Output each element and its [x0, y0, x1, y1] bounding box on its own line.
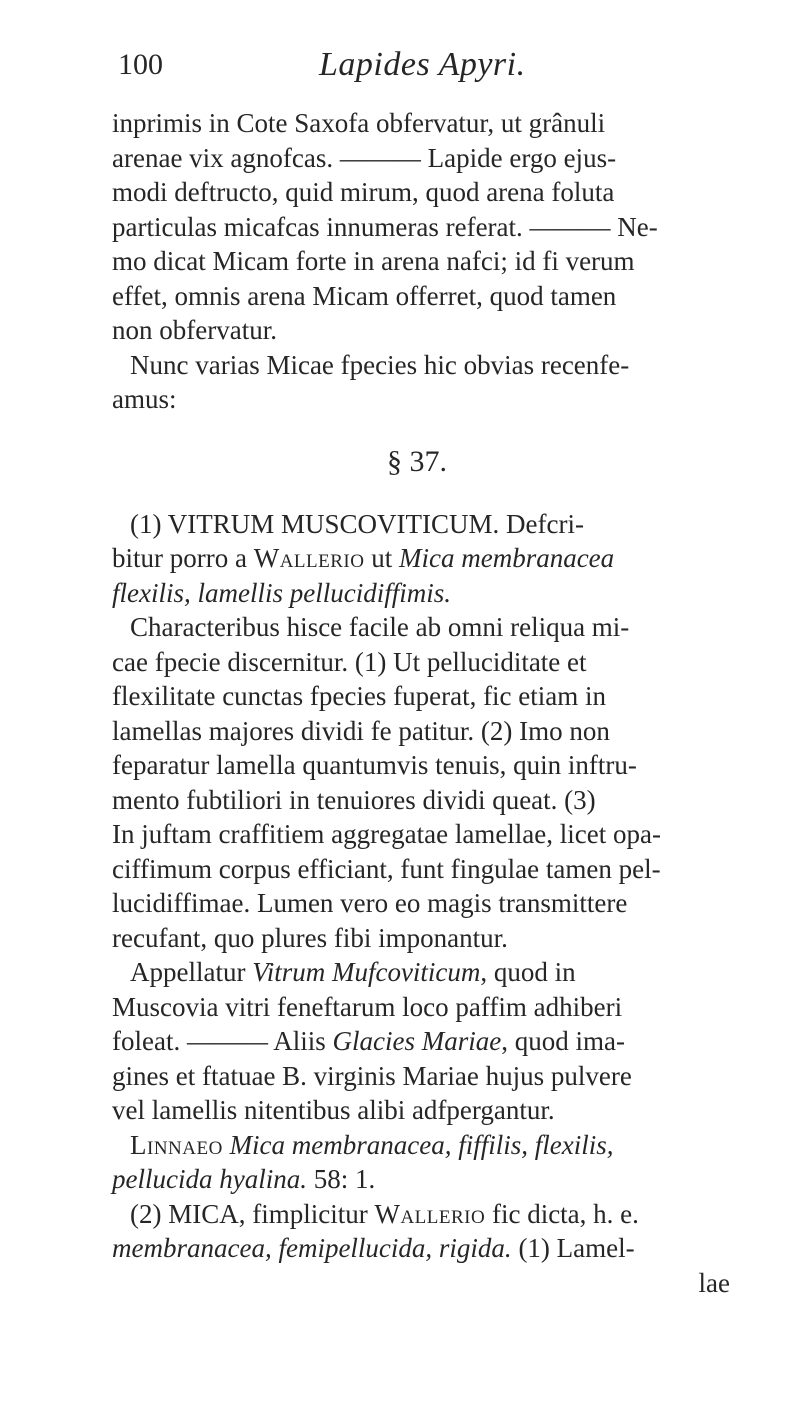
text-span: (2) MICA, fimplicitur	[130, 1198, 375, 1229]
running-head: Lapides Apyri.	[319, 46, 526, 83]
text-span: (1) Lamel-	[511, 1233, 635, 1263]
author-name: Wallerio	[253, 543, 365, 573]
italic-term: Vitrum Mufcoviticum	[252, 957, 481, 987]
text-line: inprimis in Cote Saxofa obfervatur, ut grânuli	[112, 108, 606, 138]
italic-term: Mica membranacea	[398, 543, 615, 573]
text-line	[112, 1197, 752, 1232]
author-name: Wallerio	[374, 1198, 486, 1229]
author-name: Linnaeo	[130, 1129, 223, 1160]
text-span: Appellatur	[130, 957, 253, 987]
text-span: foleat. ——— Aliis	[112, 1026, 333, 1056]
text-span: bitur porro a	[112, 543, 254, 573]
text-line: mo dicat Micam forte in arena nafci; id fi verum	[112, 246, 635, 276]
text-line	[112, 955, 752, 990]
text-span: ut	[364, 543, 399, 573]
text-line: lamellas majores dividi fe patitur. (2) Imo non	[112, 715, 610, 746]
text-line: effet, omnis arena Micam offerret, quod tamen	[112, 280, 617, 311]
italic-term: membranacea, femipellucida, rigida.	[112, 1233, 512, 1263]
text-line: vel lamellis nitentibus alibi adfpergantur.	[112, 1095, 555, 1125]
page-header	[118, 48, 758, 98]
text-line: Nunc varias Micae fpecies hic obvias recenfe-	[130, 349, 630, 380]
text-line: modi deftructo, quid mirum, quod arena foluta	[112, 177, 615, 207]
text-line	[112, 1024, 752, 1059]
text-line: flexilitate cunctas fpecies fuperat, fic etiam in	[112, 681, 607, 711]
text-line: feparatur lamella quantumvis tenuis, quin inftru-	[112, 750, 637, 780]
text-line: gines et ftatuae B. virginis Mariae hujus pulvere	[112, 1060, 632, 1091]
text-line: particulas micafcas innumeras referat. ——— Ne-	[112, 211, 658, 242]
italic-term: Mica membranacea, fiffilis, flexilis,	[222, 1129, 614, 1160]
italic-term: Glacies Mariae	[332, 1026, 502, 1056]
text-line: (1) VITRUM MUSCOVITICUM. Defcri-	[130, 508, 584, 539]
text-line: ciffimum corpus efficiant, funt fingulae tamen pel-	[112, 853, 661, 884]
page-number: 100	[118, 48, 163, 81]
text-line: Characteribus hisce facile ab omni reliqua mi-	[130, 612, 630, 642]
text-span: , quod in	[480, 957, 576, 987]
text-span: 58: 1.	[306, 1164, 376, 1194]
text-line: flexilis, lamellis pellucidiffimis.	[112, 577, 451, 608]
text-line: recufant, quo plures fibi imponantur.	[112, 922, 508, 953]
text-line: mento fubtiliori in tenuiores dividi queat. (3)	[112, 784, 596, 815]
italic-term: pellucida hyalina.	[112, 1164, 307, 1194]
catchword: lae	[698, 1267, 730, 1298]
text-line: cae fpecie discernitur. (1) Ut pelluciditate et	[112, 646, 587, 677]
text-line: non obfervatur.	[112, 315, 277, 345]
body-text	[112, 106, 752, 1300]
text-line: Muscovia vitri feneftarum loco paffim adhiberi	[112, 991, 623, 1022]
text-line: lucidiffimae. Lumen vero eo magis transmittere	[112, 888, 628, 918]
text-span: fic dicta, h. e.	[485, 1198, 639, 1229]
text-line: arenae vix agnofcas. ——— Lapide ergo ejus-	[112, 142, 617, 173]
text-line: amus:	[112, 384, 177, 414]
text-line	[112, 1128, 752, 1163]
text-line	[112, 1162, 752, 1197]
section-heading: § 37.	[387, 444, 447, 478]
text-line: In juftam craffitiem aggregatae lamellae, licet opa-	[112, 819, 661, 849]
text-line	[112, 541, 752, 576]
text-line	[112, 1231, 752, 1266]
text-span: , quod ima-	[501, 1026, 625, 1056]
